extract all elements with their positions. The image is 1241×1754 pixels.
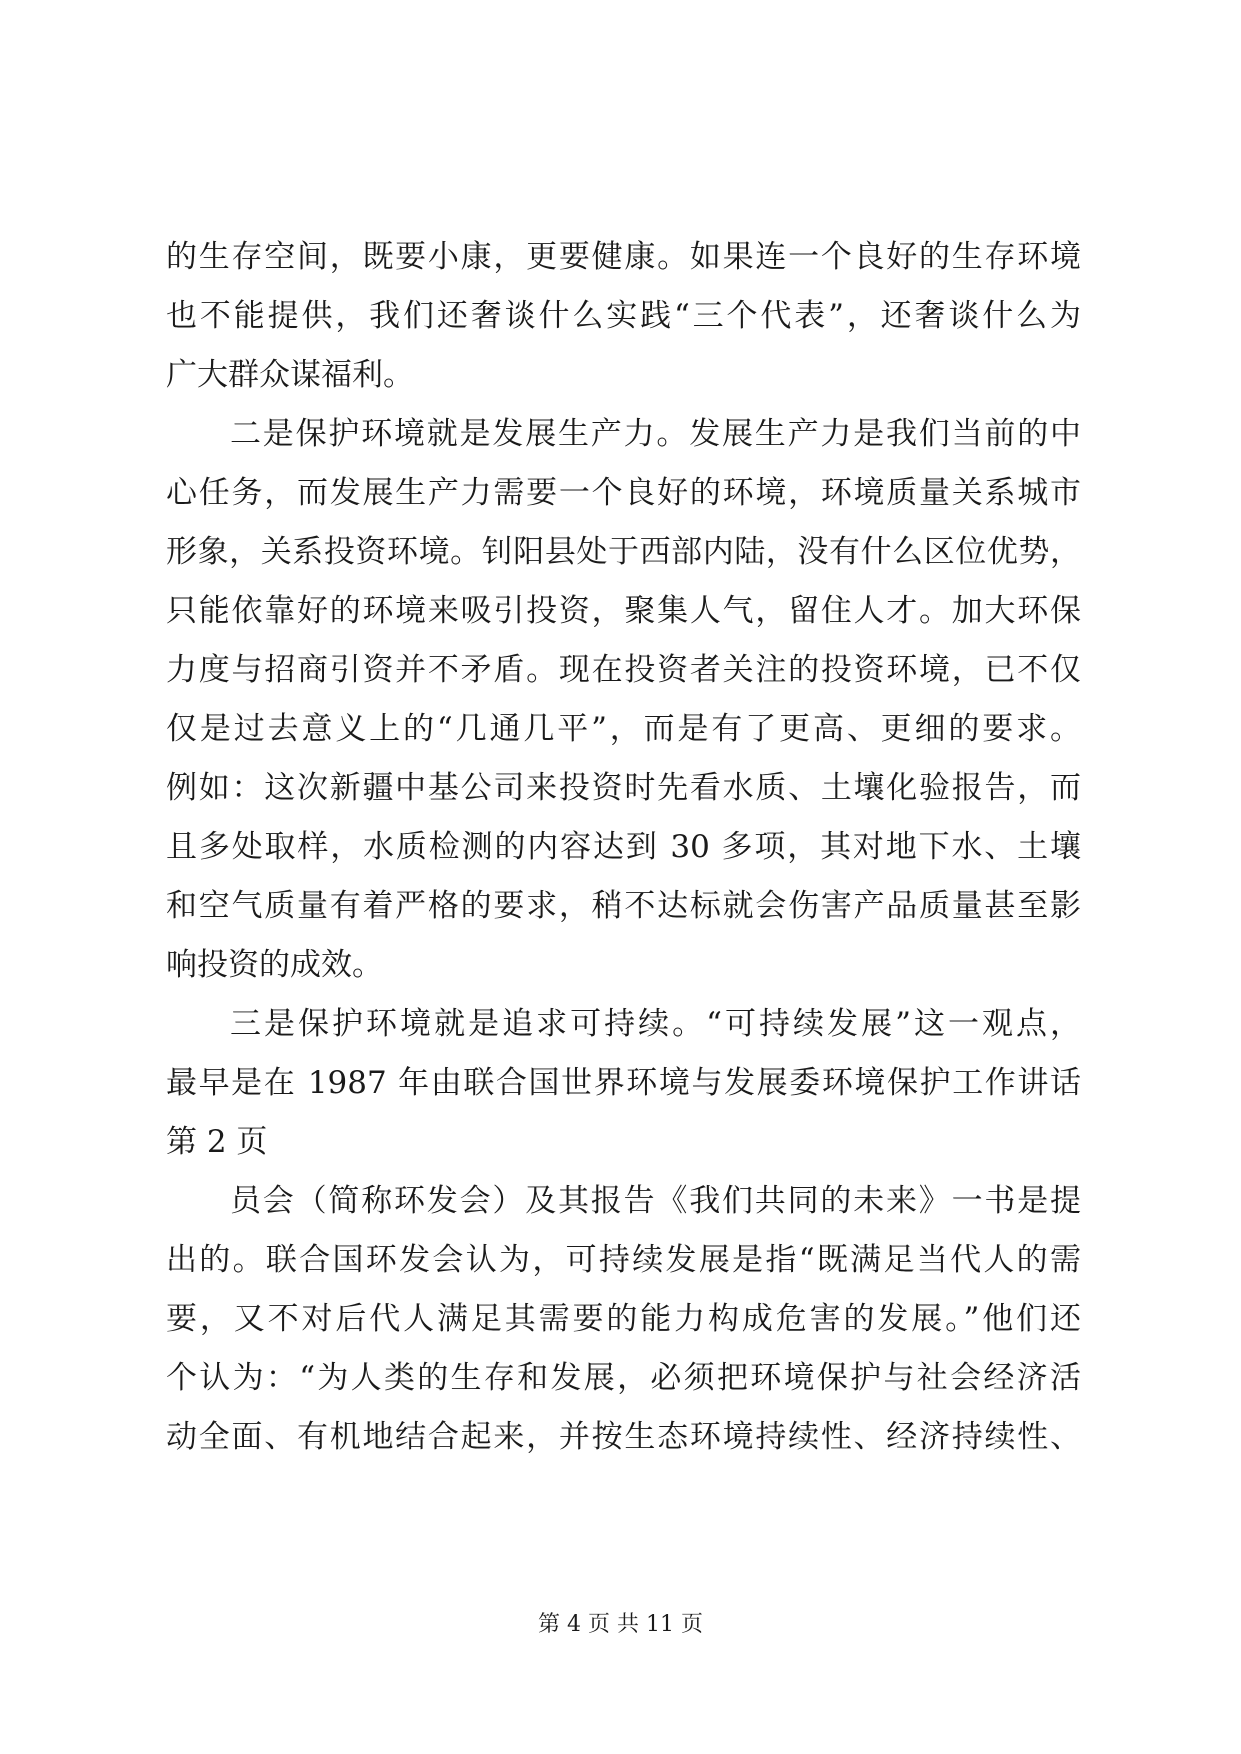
text-line: 最早是在 1987 年由联合国世界环境与发展委环境保护工作讲话: [166, 1065, 1081, 1101]
page-footer: [0, 1610, 1241, 1640]
document-body: [166, 228, 1081, 1467]
text-line: 个认为：“为人类的生存和发展，必须把环境保护与社会经济活: [166, 1360, 1081, 1396]
text-line: 力度与招商引资并不矛盾。现在投资者关注的投资环境，已不仅: [166, 652, 1081, 688]
text-line: 形象，关系投资环境。钊阳县处于西部内陆，没有什么区位优势，: [166, 534, 1081, 570]
text-line: 动全面、有机地结合起来，并按生态环境持续性、经济持续性、: [166, 1419, 1081, 1455]
text-line: 和空气质量有着严格的要求，稍不达标就会伤害产品质量甚至影: [166, 888, 1081, 924]
text-line: 员会（简称环发会）及其报告《我们共同的未来》一书是提: [230, 1183, 1081, 1219]
text-line: 三是保护环境就是追求可持续。“可持续发展”这一观点，: [230, 1006, 1081, 1042]
text-line: 二是保护环境就是发展生产力。发展生产力是我们当前的中: [230, 416, 1081, 452]
text-line: 广大群众谋福利。: [166, 357, 414, 393]
inline-page-marker: 第 2 页: [166, 1124, 268, 1160]
text-line: 也不能提供，我们还奢谈什么实践“三个代表”，还奢谈什么为: [166, 298, 1081, 334]
text-line: 心任务，而发展生产力需要一个良好的环境，环境质量关系城市: [166, 475, 1081, 511]
text-line: 只能依靠好的环境来吸引投资，聚集人气，留住人才。加大环保: [166, 593, 1081, 629]
text-line: 的生存空间，既要小康，更要健康。如果连一个良好的生存环境: [166, 239, 1081, 275]
text-line: 出的。联合国环发会认为，可持续发展是指“既满足当代人的需: [166, 1242, 1081, 1278]
text-line: 响投资的成效。: [166, 947, 383, 983]
text-line: 且多处取样，水质检测的内容达到 30 多项，其对地下水、土壤: [166, 829, 1081, 865]
text-line: 例如：这次新疆中基公司来投资时先看水质、土壤化验报告，而: [166, 770, 1081, 806]
text-line: 要，又不对后代人满足其需要的能力构成危害的发展。”他们还: [166, 1301, 1081, 1337]
page-number-label: 第 4 页 共 11 页: [538, 1612, 703, 1637]
text-line: 仅是过去意义上的“几通几平”，而是有了更高、更细的要求。: [166, 711, 1081, 747]
